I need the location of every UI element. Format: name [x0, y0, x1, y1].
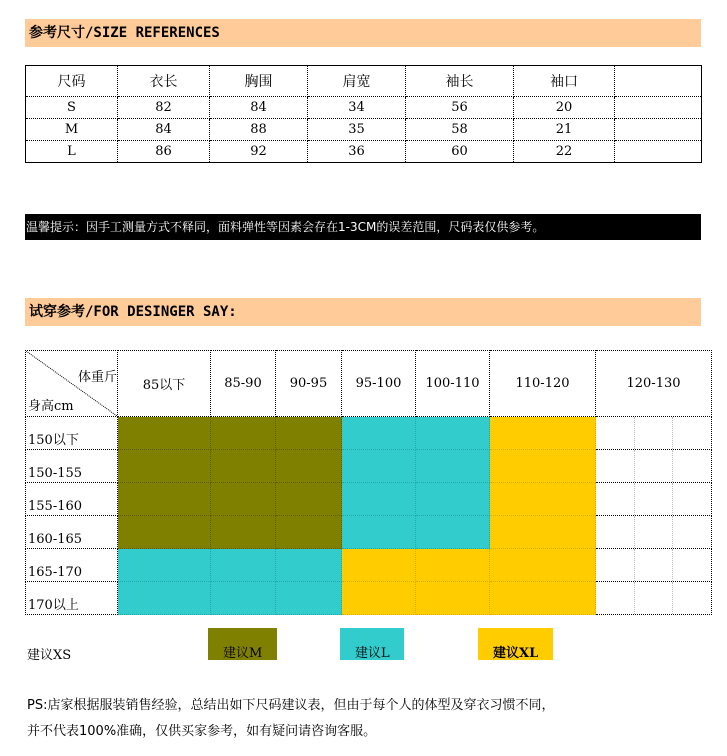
size-cell: [615, 141, 702, 163]
weight-range-header: 110-120: [490, 351, 596, 417]
fit-cell-l: [276, 582, 342, 615]
size-cell: 21: [514, 119, 615, 141]
size-cell: 60: [406, 141, 514, 163]
size-header-cell: 肩宽: [308, 66, 406, 97]
size-cell: 56: [406, 97, 514, 119]
fit-cell-xl: [342, 549, 416, 582]
fit-cell-xl: [490, 582, 596, 615]
size-header-cell: 胸围: [210, 66, 308, 97]
fit-cell-empty: [596, 417, 712, 450]
height-range-label: 170以上: [26, 582, 118, 615]
size-cell: 35: [308, 119, 406, 141]
fit-cell-m: [276, 450, 342, 483]
size-cell: 20: [514, 97, 615, 119]
fit-reference-header: 试穿参考/FOR DESINGER SAY:: [25, 298, 701, 326]
height-range-label: 165-170: [26, 549, 118, 582]
fit-cell-xl: [490, 549, 596, 582]
fit-cell-l: [342, 483, 416, 516]
fit-cell-l: [118, 549, 211, 582]
weight-range-header: 95-100: [342, 351, 416, 417]
size-header-cell: 袖口: [514, 66, 615, 97]
fit-cell-l: [211, 582, 276, 615]
legend-xl: [478, 628, 553, 660]
size-cell: 34: [308, 97, 406, 119]
fit-cell-empty: [596, 582, 712, 615]
size-references-header: 参考尺寸/SIZE REFERENCES: [25, 19, 701, 47]
size-cell: 92: [210, 141, 308, 163]
legend-m-label: 建议M: [223, 646, 263, 661]
fit-cell-empty: [596, 549, 712, 582]
size-table: [25, 65, 702, 163]
size-cell: 84: [118, 119, 210, 141]
fit-cell-l: [342, 417, 416, 450]
fit-cell-l: [416, 450, 490, 483]
size-cell: 58: [406, 119, 514, 141]
weight-range-header: 85以下: [118, 351, 211, 417]
fit-cell-m: [276, 417, 342, 450]
fit-cell-m: [211, 450, 276, 483]
legend-xl-label: 建议XL: [493, 646, 539, 661]
fit-grid-row: [26, 516, 712, 549]
weight-range-header: 120-130: [596, 351, 712, 417]
size-header-cell: [615, 66, 702, 97]
fit-cell-l: [211, 549, 276, 582]
fit-grid-row: [26, 582, 712, 615]
fit-grid: [25, 350, 712, 615]
fit-grid-row: [26, 483, 712, 516]
size-header-cell: 尺码: [26, 66, 118, 97]
legend-l-label: 建议L: [355, 646, 390, 661]
fit-cell-m: [118, 417, 211, 450]
fit-cell-l: [416, 417, 490, 450]
fit-cell-l: [416, 483, 490, 516]
fit-cell-empty: [596, 483, 712, 516]
fit-cell-xl: [490, 450, 596, 483]
fit-cell-empty: [596, 450, 712, 483]
fit-cell-split: [596, 549, 711, 581]
fit-cell-m: [276, 516, 342, 549]
size-cell: [615, 97, 702, 119]
fit-cell-l: [118, 582, 211, 615]
size-cell: 86: [118, 141, 210, 163]
legend-m: [208, 628, 277, 660]
height-range-label: 150-155: [26, 450, 118, 483]
height-range-label: 155-160: [26, 483, 118, 516]
fit-cell-m: [211, 417, 276, 450]
size-cell: L: [26, 141, 118, 163]
weight-range-header: 90-95: [276, 351, 342, 417]
fit-cell-m: [211, 516, 276, 549]
fit-cell-l: [276, 549, 342, 582]
fit-cell-m: [118, 450, 211, 483]
fit-cell-xl: [342, 582, 416, 615]
fit-cell-split: [596, 516, 711, 548]
size-cell: [615, 119, 702, 141]
size-cell: 84: [210, 97, 308, 119]
fit-cell-l: [342, 450, 416, 483]
fit-cell-m: [211, 483, 276, 516]
fit-cell-xl: [490, 483, 596, 516]
fit-cell-xl: [490, 417, 596, 450]
fit-grid-row: [26, 549, 712, 582]
fit-cell-xl: [416, 549, 490, 582]
size-header-cell: 袖长: [406, 66, 514, 97]
fit-cell-l: [342, 516, 416, 549]
size-table-row: [26, 97, 702, 119]
legend-l: [340, 628, 404, 660]
fit-cell-xl: [490, 516, 596, 549]
fit-cell-m: [118, 483, 211, 516]
height-axis-label: 身高cm: [28, 399, 74, 414]
size-cell: 22: [514, 141, 615, 163]
fit-cell-split: [596, 450, 711, 482]
ps-note-line-1: PS:店家根据服装销售经验，总结出如下尺码建议表，但由于每个人的体型及穿衣习惯不同，: [27, 698, 555, 713]
fit-cell-split: [596, 417, 711, 449]
height-range-label: 160-165: [26, 516, 118, 549]
size-tip-banner: 温馨提示：因手工测量方式不释同，面料弹性等因素会存在1-3CM的误差范围，尺码表仅供参考。: [25, 214, 701, 240]
size-header-cell: 衣长: [118, 66, 210, 97]
weight-range-header: 100-110: [416, 351, 490, 417]
size-cell: M: [26, 119, 118, 141]
weight-axis-label: 体重斤: [77, 370, 117, 385]
fit-grid-corner: [26, 351, 118, 417]
height-range-label: 150以下: [26, 417, 118, 450]
size-table-row: [26, 141, 702, 163]
fit-cell-split: [596, 582, 711, 614]
size-cell: S: [26, 97, 118, 119]
fit-grid-row: [26, 450, 712, 483]
weight-range-header: 85-90: [211, 351, 276, 417]
ps-note-line-2: 并不代表100%准确，仅供买家参考，如有疑问请咨询客服。: [27, 724, 377, 739]
size-cell: 82: [118, 97, 210, 119]
legend-xs: 建议XS: [27, 648, 72, 663]
size-table-row: [26, 119, 702, 141]
fit-cell-empty: [596, 516, 712, 549]
size-cell: 36: [308, 141, 406, 163]
size-cell: 88: [210, 119, 308, 141]
fit-cell-m: [276, 483, 342, 516]
size-table-header-row: [26, 66, 702, 97]
fit-cell-split: [596, 483, 711, 515]
fit-cell-m: [118, 516, 211, 549]
fit-grid-row: [26, 417, 712, 450]
fit-cell-xl: [416, 582, 490, 615]
fit-cell-l: [416, 516, 490, 549]
